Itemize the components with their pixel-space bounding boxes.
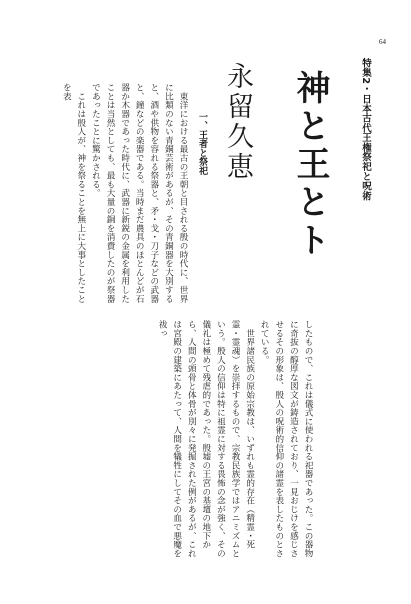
- author-name: 永留久恵: [222, 62, 253, 182]
- body-paragraph: したもので、これは儀式に使われる祀器であった。この器物に奇抜の醇厚な図文が鋳造されており、一見おじけを感じさせるその形象は、殷人の呪術的信仰の諸霊を表したものとされている。: [259, 320, 313, 558]
- lower-body-text: [48, 320, 315, 560]
- body-paragraph: 東洋における最古の王朝と目される殷の時代に、世界に比類のない青銅芸術があるが、その青銅器を大別すると、酒や供物を容れる祭器と、矛・戈・刀子などの武器と、鐘などの楽器である。当時まだ農具のほとんどが石器か木器であった時代に、武器に新鋭の金属を利用したことは当然としても、最も大量の銅を消費したのが祭器であったことに驚かされる。: [90, 83, 188, 304]
- upper-body-text: [61, 83, 190, 305]
- article-title: 神と王とト: [290, 70, 330, 260]
- page-number: 64: [379, 38, 386, 46]
- body-paragraph: これは殷人が、神を祭ることを無上に大事としたことを表: [61, 83, 86, 304]
- series-label: 特集2・日本古代王権祭祀と呪術: [360, 58, 371, 201]
- body-paragraph: 世界諸民族の原始宗教は、いずれも霊的存在（精霊・死霊・霊魂）を崇拝するもので、宗教民族学ではアニミズムという。殷人の信仰は特に祖霊に対する畏怖の念が強く、その儀礼は極めて残虐的であった。殷墟の王宮の基壇の地下から、人間の頭骨と体骨が別々に発掘された例があるが、これは宮殿の建築にあたって、人間を犠牲にしてその血で悪魔を祓っ: [157, 320, 255, 558]
- section-heading: 一、王者と祭祀: [197, 112, 207, 175]
